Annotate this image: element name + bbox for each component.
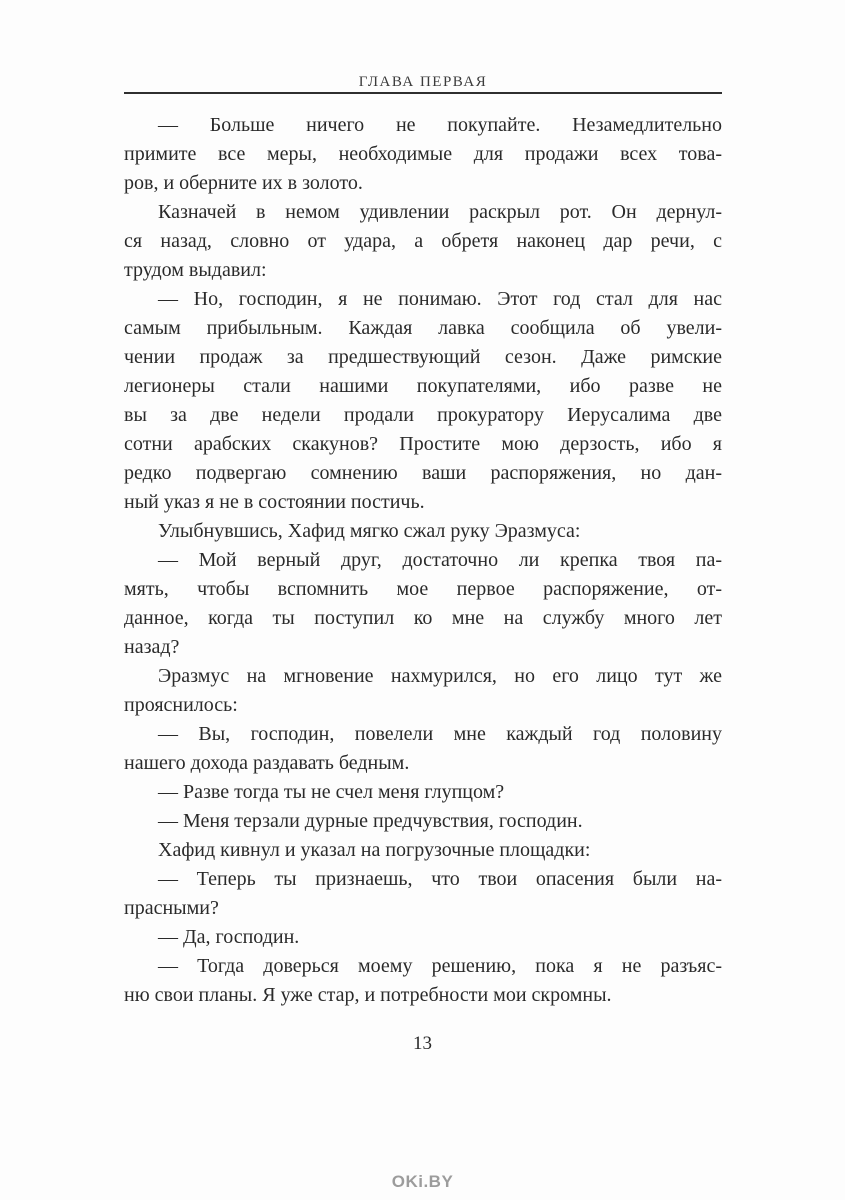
text-line: редко подвергаю сомнению ваши распоряжения, но дан- [124,462,722,484]
text-line: — Меня терзали дурные предчувствия, господин. [158,810,583,832]
text-line: — Да, господин. [158,926,300,948]
page-number: 13 [413,1033,432,1054]
text-line: ся назад, словно от удара, а обретя наконец дар речи, с [124,230,722,252]
paragraph [124,836,722,865]
text-line: Хафид кивнул и указал на погрузочные площадки: [158,839,591,861]
paragraph [124,778,722,807]
text-line: чении продаж за предшествующий сезон. Даже римские [124,346,722,368]
text-line: примите все меры, необходимые для продажи всех това- [124,143,722,165]
text-line: ню свои планы. Я уже стар, и потребности мои скромны. [124,984,612,1006]
chapter-header: ГЛАВА ПЕРВАЯ [358,74,488,90]
text-line: — Вы, господин, повелели мне каждый год половину [158,723,722,745]
text-line: ров, и оберните их в золото. [124,172,363,194]
text-line: нашего дохода раздавать бедным. [124,752,410,774]
paragraph [124,198,722,285]
text-line: самым прибыльным. Каждая лавка сообщила об увели- [124,317,722,339]
text-line: — Теперь ты признаешь, что твои опасения были на- [158,868,722,890]
paragraph [124,720,722,778]
text-line: ный указ я не в состоянии постичь. [124,491,425,513]
paragraph [124,807,722,836]
text-line: трудом выдавил: [124,259,267,281]
text-line: — Больше ничего не покупайте. Незамедлительно [158,114,722,136]
paragraph [124,923,722,952]
paragraph [124,285,722,517]
text-line: данное, когда ты поступил ко мне на службу много лет [124,607,722,629]
text-line: — Мой верный друг, достаточно ли крепка твоя па- [158,549,722,571]
text-line: Казначей в немом удивлении раскрыл рот. Он дернул- [158,201,722,223]
text-line: мять, чтобы вспомнить мое первое распоряжение, от- [124,578,722,600]
text-line: — Но, господин, я не понимаю. Этот год стал для нас [158,288,722,310]
paragraph [124,952,722,1010]
watermark: OKi.BY [391,1172,454,1191]
text-line: вы за две недели продали прокуратору Иерусалима две [124,404,722,426]
text-line: — Разве тогда ты не счел меня глупцом? [158,781,505,803]
paragraph [124,865,722,923]
text-line: — Тогда доверься моему решению, пока я не разъяс- [158,955,722,977]
text-line: прояснилось: [124,694,238,716]
text-line: легионеры стали нашими покупателями, ибо разве не [124,375,722,397]
text-line: Эразмус на мгновение нахмурился, но его лицо тут же [158,665,722,687]
paragraph [124,111,722,198]
text-line: сотни арабских скакунов? Простите мою дерзость, ибо я [124,433,722,455]
paragraph [124,517,722,546]
paragraph [124,546,722,662]
text-line: прасными? [124,897,219,919]
header-rule [124,92,722,94]
text-line: назад? [124,636,180,658]
text-line: Улыбнувшись, Хафид мягко сжал руку Эразмуса: [158,520,581,542]
paragraph [124,662,722,720]
body-text [124,111,722,1010]
